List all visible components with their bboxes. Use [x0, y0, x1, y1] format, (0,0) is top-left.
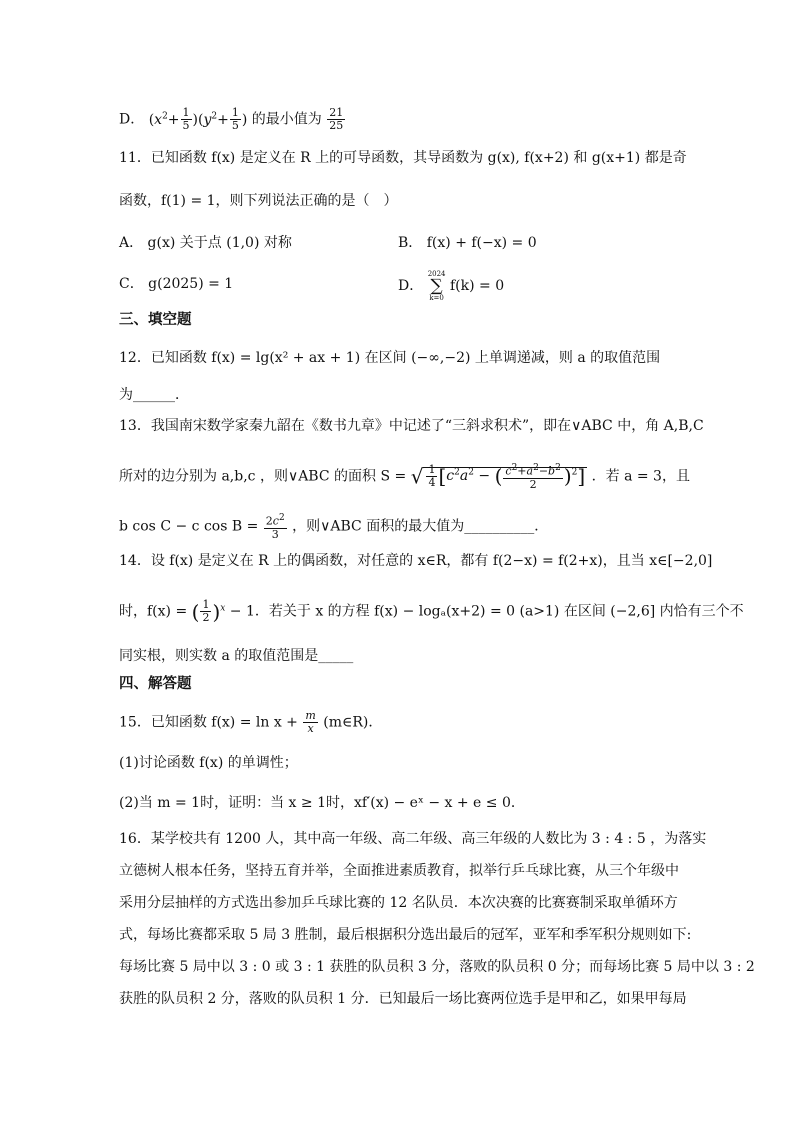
q13-line2-suffix: ．若 a = 3，且 — [591, 468, 690, 485]
q14-power: ( $\frac{1}{2}$ )$^x$ — [191, 598, 226, 625]
q15-fraction: $\frac{m}{x}$ — [305, 709, 316, 735]
q13-line3-prefix: b cos C − c cos B = — [119, 518, 259, 535]
q14-line2-suffix: − 1．若关于 x 的方程 f(x) − logₐ(x+2) = 0 (a>1) 在区间 (−2,6] 内恰有三个不 — [229, 603, 744, 620]
sqrt-formula: √ $\frac{1}{4}$ [$c^2a^2$ − ( $\frac{c^2+a^2-b^2}{2}$ )$^2$] — [410, 462, 586, 491]
q13-line2-prefix: 所对的边分别为 a,b,c ，则∨ABC 的面积 S = — [119, 468, 407, 485]
q14-line3: 同实根，则实数 a 的取值范围是_____ — [119, 648, 354, 664]
q13-fraction: $\frac{2c^2}{3}$ — [265, 513, 285, 541]
q12-line1: 12．已知函数 f(x) = lg(x² + ax + 1) 在区间 (−∞,−2) 上单调递减，则 a 的取值范围 — [119, 350, 661, 366]
q16-line: 采用分层抽样的方式选出参加乒乓球比赛的 12 名队员．本次决赛的比赛赛制采取单循环方 — [119, 895, 678, 911]
q14-line2-prefix: 时，f(x) = — [119, 603, 188, 620]
q13-line2 — [119, 462, 690, 491]
option-d-expression: ($x^2+$ $\frac{1}{5}$ )($y^2+$ $\frac{1}{5}$ ) — [148, 106, 248, 133]
q15-line1-suffix: (m∈R)． — [323, 714, 383, 731]
section4-title: 四、解答题 — [119, 676, 192, 692]
option-d-previous — [119, 106, 346, 132]
option-d-prefix: D． — [119, 111, 145, 128]
q13-line3-suffix: ，则∨ABC 面积的最大值为__________． — [292, 518, 549, 535]
q16-line: 立德树人根本任务，坚持五育并举，全面推进素质教育，拟举行乒乓球比赛，从三个年级中 — [119, 863, 679, 879]
q16-line: 16．某学校共有 1200 人，其中高一年级、高二年级、高三年级的人数比为 3 : 4 : 5 ，为落实 — [119, 831, 707, 847]
q11-line1: 11．已知函数 f(x) 是定义在 R 上的可导函数，其导函数为 g(x), f(x+2) 和 g(x+1) 都是奇 — [119, 150, 687, 166]
q11-option-a: A． g(x) 关于点 (1,0) 对称 — [119, 235, 292, 251]
section3-title: 三、填空题 — [119, 312, 192, 328]
q13-line3 — [119, 512, 548, 541]
q16-line: 每场比赛 5 局中以 3 : 0 或 3 : 1 获胜的队员积 3 分，落败的队员积 0 分；而每场比赛 5 局中以 3 : 2 — [119, 959, 755, 975]
option-d-value: $\frac{21}{25}$ — [329, 106, 344, 133]
q15-line1-prefix: 15．已知函数 f(x) = ln x + — [119, 714, 298, 731]
q11-option-d-expr: f(k) = 0 — [449, 278, 505, 294]
q15-line1 — [119, 710, 382, 735]
q16-line: 式，每场比赛都采取 5 局 3 胜制，最后根据积分选出最后的冠军，亚军和季军积分规则如下: — [119, 927, 692, 943]
option-d-suffix: 的最小值为 — [251, 111, 322, 128]
sum-symbol: 2024 ∑ k=0 — [427, 270, 446, 302]
q11-line2: 函数，f(1) = 1，则下列说法正确的是（ ） — [119, 193, 398, 209]
q11-option-d-prefix: D． — [398, 278, 424, 294]
q11-option-d — [398, 270, 504, 302]
q13-line1: 13．我国南宋数学家秦九韶在《数书九章》中记述了“三斜求积术”，即在∨ABC 中，角 A,B,C — [119, 418, 704, 434]
q14-line1: 14．设 f(x) 是定义在 R 上的偶函数，对任意的 x∈R，都有 f(2−x) = f(2+x)，且当 x∈[−2,0] — [119, 553, 713, 569]
q11-option-b: B． f(x) + f(−x) = 0 — [398, 235, 537, 251]
q15-line2: (1)讨论函数 f(x) 的单调性； — [119, 755, 298, 771]
q15-line3: (2)当 m = 1时，证明：当 x ≥ 1时，xf′(x) − eˣ − x + e ≤ 0． — [119, 795, 525, 811]
q14-line2 — [119, 598, 744, 624]
q16-line: 获胜的队员积 2 分，落败的队员积 1 分．已知最后一场比赛两位选手是甲和乙，如果甲每局 — [119, 991, 687, 1007]
q12-line2: 为______． — [119, 387, 189, 403]
q11-option-c: C． g(2025) = 1 — [119, 276, 234, 292]
